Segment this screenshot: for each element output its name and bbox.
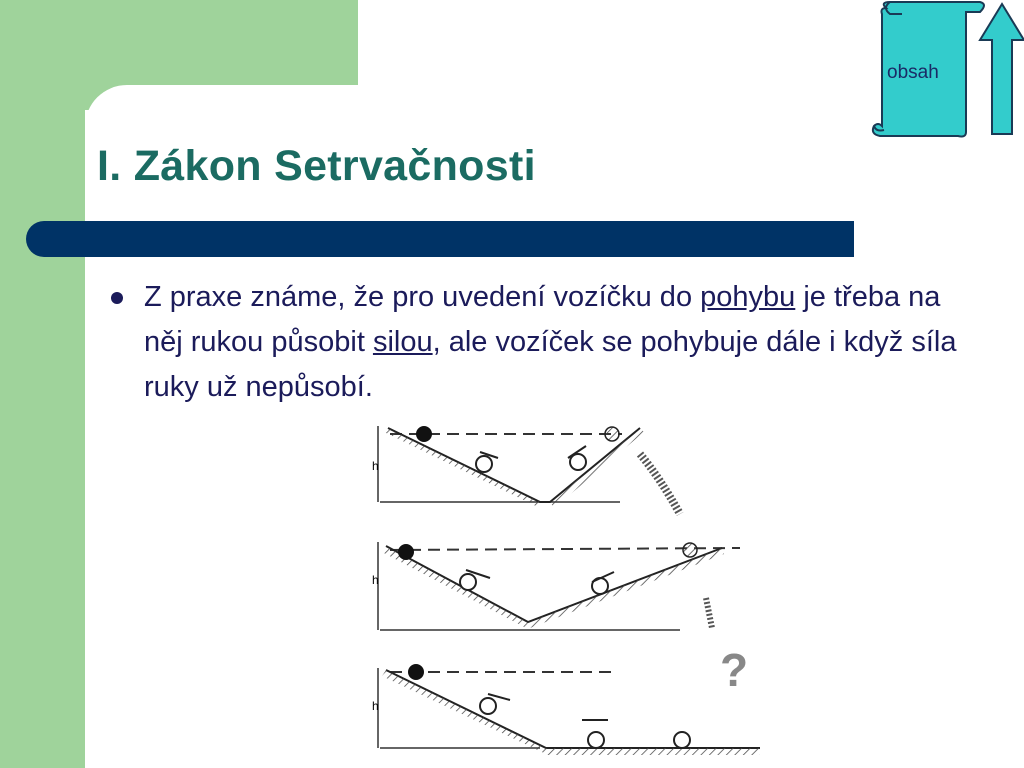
height-label: h [372, 699, 379, 713]
left-accent-bar [0, 0, 85, 768]
bullet-text-part: Z praxe známe, že pro uvedení vozíčku do [144, 281, 701, 313]
title-underline-bar [26, 221, 854, 257]
bullet-text-part: je třeba na něj rukou působit [144, 281, 941, 358]
up-arrow-icon [980, 4, 1024, 134]
link-silou[interactable]: silou [372, 326, 433, 358]
question-mark: ? [720, 644, 749, 696]
link-pohybu[interactable]: pohybu [700, 281, 796, 313]
bullet-text [144, 275, 964, 410]
incline-diagram-3 [372, 664, 760, 755]
bullet-point [111, 292, 123, 304]
height-label: h [372, 573, 379, 587]
height-label: h [372, 459, 379, 473]
incline-diagram-1 [372, 426, 680, 514]
inclines-figure [350, 418, 770, 768]
bullet-text-part: , ale vozíček se pohybuje dále i když síla ruky už nepůsobí. [144, 326, 957, 403]
obsah-label[interactable]: obsah [887, 62, 939, 83]
slide-title: I. Zákon Setrvačnosti [97, 142, 536, 190]
